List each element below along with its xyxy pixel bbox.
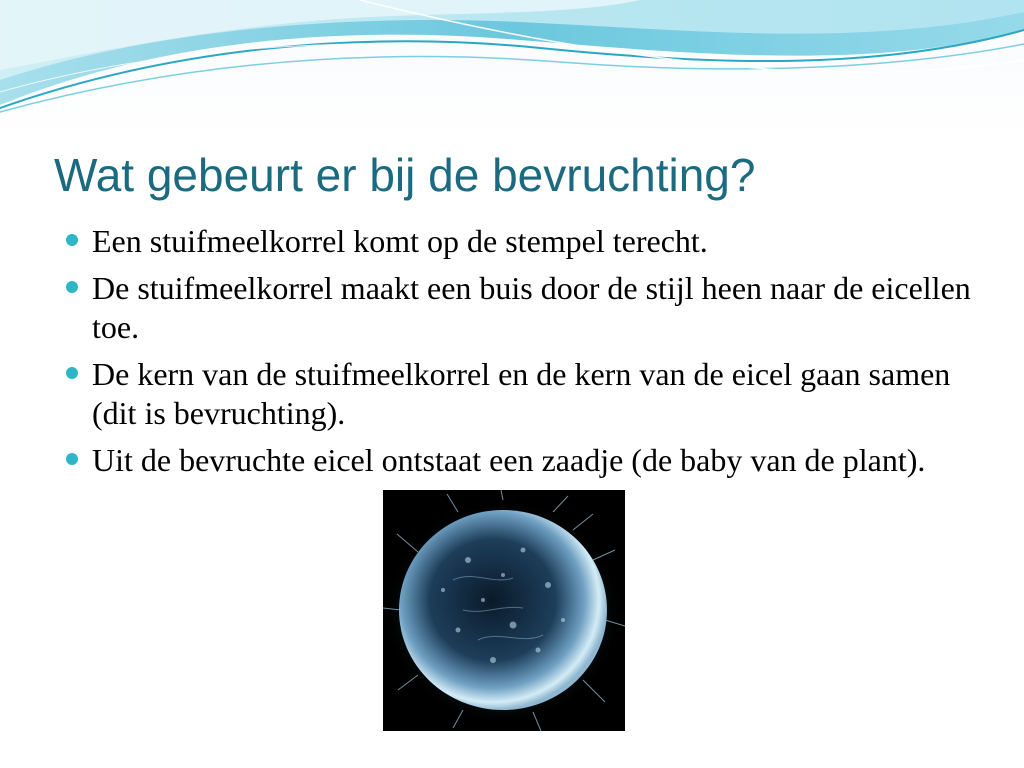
bullet-list	[62, 222, 982, 488]
bullet-item	[62, 355, 982, 433]
bullet-item	[62, 441, 982, 480]
bullet-dot-icon	[66, 234, 78, 246]
slide-title: Wat gebeurt er bij de bevruchting?	[54, 149, 756, 201]
bullet-item	[62, 269, 982, 347]
bullet-item	[62, 222, 982, 261]
wave-header-decoration	[0, 0, 1024, 130]
bullet-dot-icon	[66, 453, 78, 465]
bullet-text: Uit de bevruchte eicel ontstaat een zaadje (de baby van de plant).	[92, 442, 926, 478]
bullet-text: De stuifmeelkorrel maakt een buis door de stijl heen naar de eicellen toe.	[92, 270, 971, 345]
bullet-text: Een stuifmeelkorrel komt op de stempel terecht.	[92, 223, 708, 259]
egg-cell-image	[383, 490, 625, 731]
bullet-text: De kern van de stuifmeelkorrel en de kern van de eicel gaan samen (dit is bevruchting).	[92, 356, 951, 431]
bullet-dot-icon	[66, 281, 78, 293]
bullet-dot-icon	[66, 367, 78, 379]
